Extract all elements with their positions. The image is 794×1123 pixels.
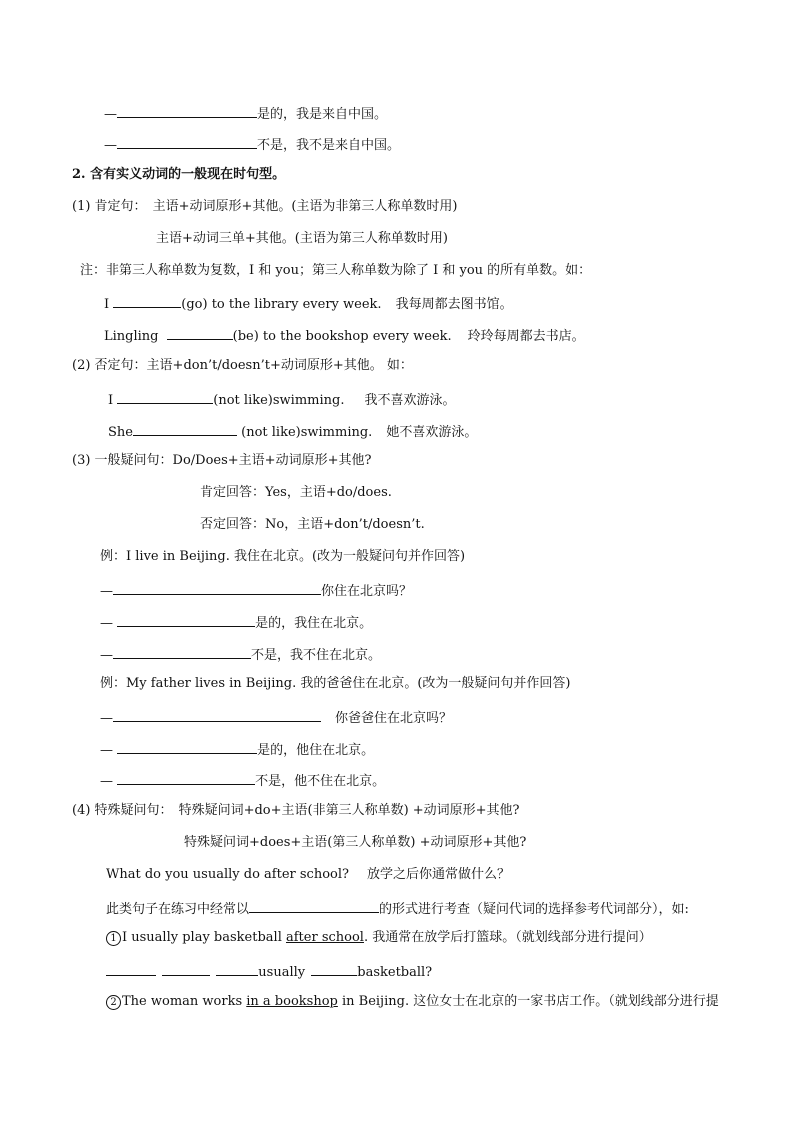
exercise-fill-row: usually basketball? xyxy=(106,961,432,982)
example-1: 例：I live in Beijing. 我住在北京。(改为一般疑问句并作回答) xyxy=(100,549,466,564)
fill-blank[interactable] xyxy=(106,961,156,976)
example-lingling: Lingling (be) to the bookshop every week. 玲玲每周都去书店。 xyxy=(104,325,585,346)
exercise-item-1: 1 I usually play basketball after school. 我通常在放学后打篮球。（就划线部分进行提问） xyxy=(106,929,652,947)
note: 注：非第三人称单数为复数，I 和 you；第三人称单数为除了 I 和 you 的所有单数。如： xyxy=(80,263,592,278)
answer-blank[interactable] xyxy=(117,612,255,627)
general-question-rule: (3) 一般疑问句：Do/Does+主语+动词原形+其他? xyxy=(72,453,372,468)
answer-blank[interactable] xyxy=(117,770,255,785)
fill-blank[interactable] xyxy=(249,898,379,913)
answer-blank[interactable] xyxy=(117,739,257,754)
fill-blank[interactable] xyxy=(167,325,233,340)
underlined-phrase: in a bookshop xyxy=(246,994,338,1009)
negative-example-i: I (not like)swimming. 我不喜欢游泳。 xyxy=(108,389,455,410)
answer-blank[interactable] xyxy=(113,707,321,722)
example-2: 例：My father lives in Beijing. 我的爸爸住在北京。(改为一般疑问句并作回答) xyxy=(100,676,571,691)
item-number-badge: 2 xyxy=(106,995,121,1010)
answer-line-yes: — 是的，我是来自中国。 xyxy=(104,103,387,124)
answer-blank[interactable] xyxy=(117,103,257,118)
example-1-question: — 你住在北京吗？ xyxy=(100,580,412,601)
affirmative-rule: (1) 肯定句： 主语+动词原形+其他。(主语为非第三人称单数时用) xyxy=(72,199,458,214)
special-question-rule: (4) 特殊疑问句： 特殊疑问词+do+主语(非第三人称单数) +动词原形+其他? xyxy=(72,803,520,818)
fill-blank[interactable] xyxy=(113,293,181,308)
practice-note: 此类句子在练习中经常以 的形式进行考查（疑问代词的选择参考代词部分），如: xyxy=(106,898,689,919)
negative-rule: (2) 否定句：主语+don’t/doesn’t+动词原形+其他。 如： xyxy=(72,358,413,373)
example-i: I (go) to the library every week. 我每周都去图书馆。 xyxy=(104,293,513,314)
example-1-no: — 不是，我不住在北京。 xyxy=(100,644,381,665)
answer-blank[interactable] xyxy=(117,134,257,149)
answer-blank[interactable] xyxy=(113,644,251,659)
negative-example-she: She (not like)swimming. 她不喜欢游泳。 xyxy=(108,421,477,442)
affirmative-rule-2: 主语+动词三单+其他。(主语为第三人称单数时用) xyxy=(156,231,448,246)
fill-blank[interactable] xyxy=(162,961,210,976)
section-title: 2. 含有实义动词的一般现在时句型。 xyxy=(72,167,286,182)
fill-blank[interactable] xyxy=(216,961,258,976)
item-number-badge: 1 xyxy=(106,931,121,946)
exercise-item-2: 2 The woman works in a bookshop in Beijing. 这位女士在北京的一家书店工作。（就划线部分进行提 xyxy=(106,993,719,1011)
fill-blank[interactable] xyxy=(117,389,213,404)
example-2-yes: — 是的，他住在北京。 xyxy=(100,739,374,760)
example-1-yes: — 是的，我住在北京。 xyxy=(100,612,372,633)
answer-line-no: — 不是，我不是来自中国。 xyxy=(104,134,400,155)
yes-answer-rule: 肯定回答：Yes，主语+do/does. xyxy=(200,485,392,500)
answer-blank[interactable] xyxy=(113,580,321,595)
fill-blank[interactable] xyxy=(133,421,237,436)
special-question-rule-2: 特殊疑问词+does+主语(第三人称单数) +动词原形+其他? xyxy=(184,835,527,850)
what-do-example: What do you usually do after school? 放学之后你通常做什么？ xyxy=(106,867,510,882)
underlined-phrase: after school xyxy=(286,930,364,945)
example-2-question: — 你爸爸住在北京吗？ xyxy=(100,707,452,728)
fill-blank[interactable] xyxy=(311,961,357,976)
no-answer-rule: 否定回答：No，主语+don’t/doesn’t. xyxy=(200,517,425,532)
example-2-no: — 不是，他不住在北京。 xyxy=(100,770,385,791)
